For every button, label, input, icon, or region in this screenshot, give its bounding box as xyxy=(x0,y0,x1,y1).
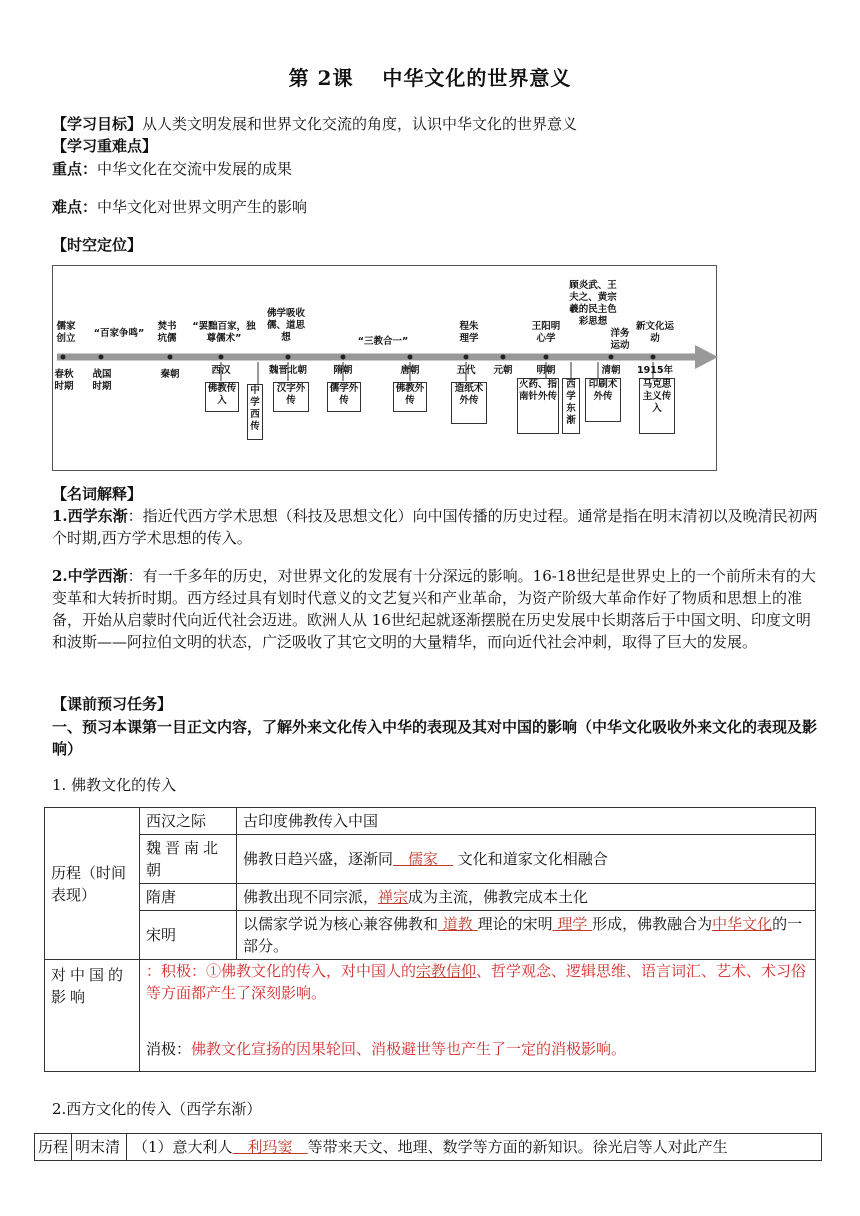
era-western-han: 西汉 xyxy=(211,365,231,376)
event-confucianism-only: “罢黜百家，独尊儒术” xyxy=(192,321,256,344)
box-confucian-out: 儒学外传 xyxy=(327,382,361,412)
difficult-point xyxy=(52,196,822,218)
answer-fill: 儒家 xyxy=(393,850,454,868)
negative-label: 消极： xyxy=(146,1040,192,1058)
box-paper-out: 造纸术外传 xyxy=(451,382,487,424)
period-cell: 宋明 xyxy=(140,911,237,960)
content-text: 的一部分。 xyxy=(243,915,803,955)
period-cell: 隋唐 xyxy=(140,884,237,911)
terms-label: 【名词解释】 xyxy=(52,485,143,503)
focus-label: 【学习重难点】 xyxy=(52,137,158,155)
event-wang-yangming: 王阳明心学 xyxy=(531,321,561,344)
box-china-west: 中学西传 xyxy=(247,384,263,440)
content-text: 理论的宋明 xyxy=(477,915,553,933)
page-title: 第 2课 中华文化的世界意义 xyxy=(288,66,572,90)
sub-heading-1: 1. 佛教文化的传入 xyxy=(52,776,177,794)
term-2-title: 2.中学西渐 xyxy=(52,567,128,585)
term-2 xyxy=(52,565,822,653)
negative-text: 佛教文化宣扬的因果轮回、消极避世等也产生了一定的消极影响。 xyxy=(191,1040,627,1058)
positive-text: 、哲学观念、逻辑思维、语言词汇、艺术、术习俗等方面都产生了深刻影响。 xyxy=(146,962,807,1002)
term-1 xyxy=(52,505,822,549)
event-burn-books: 焚书坑儒 xyxy=(157,321,177,344)
goal-text: 从人类文明发展和世界文化交流的角度，认识中华文化的世界意义 xyxy=(142,115,578,133)
event-confucian-founded: 儒家创立 xyxy=(56,321,76,344)
content-text: 形成，佛教融合为 xyxy=(592,915,713,933)
content-text: （1）意大利人 xyxy=(133,1138,233,1156)
content-text: 佛教日趋兴盛，逐渐同 xyxy=(243,850,394,868)
era-spring-autumn: 春秋时期 xyxy=(54,369,74,392)
era-wei-jin: 魏晋北朝 xyxy=(268,365,307,376)
content-cell xyxy=(237,884,816,911)
period-cell: 魏晋南北朝 xyxy=(140,835,237,884)
event-buddhism-absorbs: 佛学吸收儒、道思想 xyxy=(266,308,305,343)
buddhism-table xyxy=(44,807,816,1072)
term-2-text: ：有一千多年的历史，对世界文化的发展有十分深远的影响。16-18世纪是世界史上的一个前所未有的大变革和大转折时期。西方经过具有划时代意义的文艺复兴和产业革命，为资产阶级大革命作好了物质和思想上的准备，开始从启蒙时代向近代社会迈进。欧洲人从 16世纪起就逐渐摆脱在历史发展中长期落后于中国文明、印度文明和波斯——阿拉伯文明的状态，广泛吸收了其它文明的大量精华，而向近代社会冲刺，取得了巨大的发展。 xyxy=(52,567,816,651)
positive-impact xyxy=(146,960,809,1004)
answer-fill: 禅宗 xyxy=(378,888,409,906)
learning-goal xyxy=(52,113,822,135)
key-text: 中华文化在交流中发展的成果 xyxy=(97,160,293,178)
content-text: 等带来天文、地理、数学等方面的新知识。徐光启等人对此产生 xyxy=(307,1138,728,1156)
box-hanzi-out: 汉字外传 xyxy=(273,382,309,412)
answer-fill: 宗教信仰 xyxy=(416,962,477,980)
content-cell xyxy=(127,1134,822,1161)
box-marxism-in: 马克思主义传入 xyxy=(639,378,675,434)
era-qin: 秦朝 xyxy=(160,369,180,380)
era-sui: 隋朝 xyxy=(333,365,353,376)
negative-impact xyxy=(146,1038,809,1060)
goal-label: 【学习目标】 xyxy=(52,115,143,133)
box-printing-out: 印刷术外传 xyxy=(585,378,621,422)
period-cell: 西汉之际 xyxy=(140,808,237,835)
content-cell xyxy=(237,911,816,960)
impact-label: 对中国的影响 xyxy=(45,960,140,1072)
era-1915: 1915年 xyxy=(637,365,673,376)
history-label: 历程 xyxy=(35,1134,72,1161)
key-point xyxy=(52,158,822,180)
western-table xyxy=(34,1133,822,1161)
answer-fill: 道教 xyxy=(438,915,478,933)
event-westernization: 洋务运动 xyxy=(610,328,630,351)
era-warring-states: 战国时期 xyxy=(92,369,112,392)
timeline-label: 【时空定位】 xyxy=(52,236,143,254)
event-enlightenment-thinkers: 顾炎武、王夫之、黄宗羲的民主色彩思想 xyxy=(569,280,617,327)
answer-fill: 理学 xyxy=(552,915,593,933)
diff-label: 难点： xyxy=(52,198,98,216)
positive-text: ：积极：①佛教文化的传入，对中国人的 xyxy=(146,962,417,980)
content-text: 以儒家学说为核心兼容佛教和 xyxy=(243,915,439,933)
term-1-title: 1.西学东渐 xyxy=(52,507,128,525)
box-buddhism-out: 佛教外传 xyxy=(393,382,427,412)
event-three-teachings: “三教合一” xyxy=(357,336,409,347)
key-label: 重点： xyxy=(52,160,98,178)
era-yuan: 元朝 xyxy=(493,365,513,376)
term-1-text: ：指近代西方学术思想（科技及思想文化）向中国传播的历史过程。通常是指在明末清初以及晚清民初两个时期,西方学术思想的传入。 xyxy=(52,507,818,547)
content-text: 佛教出现不同宗派， xyxy=(243,888,379,906)
content-cell: 古印度佛教传入中国 xyxy=(237,808,816,835)
era-qing: 清朝 xyxy=(601,365,621,376)
era-five-dynasties: 五代 xyxy=(456,365,476,376)
content-text: 成为主流，佛教完成本土化 xyxy=(408,888,589,906)
sub-heading-2: 2.西方文化的传入（西学东渐） xyxy=(52,1100,262,1118)
box-gunpowder-out: 火药、指南针外传 xyxy=(517,378,559,434)
box-buddhism-in: 佛教传入 xyxy=(205,382,239,412)
era-tang: 唐朝 xyxy=(400,365,420,376)
impact-cell xyxy=(140,960,816,1072)
task-1: 一、预习本课第一目正文内容，了解外来文化传入中华的表现及其对中国的影响（中华文化吸收外来文化的表现及影响） xyxy=(52,718,818,758)
history-label: 历程（时间表现） xyxy=(45,808,140,960)
event-new-culture: 新文化运动 xyxy=(635,321,674,344)
event-hundred-schools: “百家争鸣” xyxy=(93,328,145,339)
box-western-east: 西学东渐 xyxy=(562,378,580,434)
preview-label: 【课前预习任务】 xyxy=(52,695,173,713)
event-cheng-zhu: 程朱理学 xyxy=(459,321,479,344)
era-ming: 明朝 xyxy=(536,365,556,376)
timeline-figure xyxy=(52,265,717,471)
content-cell xyxy=(237,835,816,884)
answer-fill: 利玛窦 xyxy=(232,1138,308,1156)
diff-text: 中华文化对世界文明产生的影响 xyxy=(97,198,308,216)
answer-fill: 中华文化 xyxy=(712,915,773,933)
period-cell: 明末清 xyxy=(72,1134,127,1161)
content-text: 文化和道家文化相融合 xyxy=(453,850,608,868)
